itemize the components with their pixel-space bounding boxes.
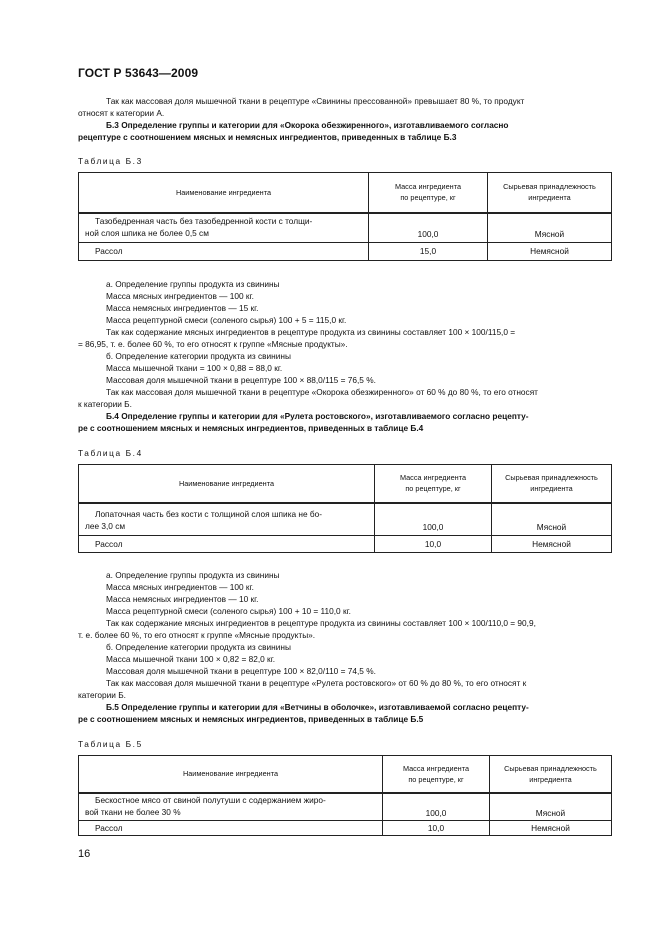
table-b3: [78, 172, 612, 261]
ingredient-name-l1: Рассол: [95, 539, 123, 549]
ingredient-category: Немясной: [488, 243, 612, 261]
table-row: [79, 243, 612, 261]
calc-line: Масса мышечной ткани 100 × 0,82 = 82,0 кг.: [106, 654, 276, 664]
ingredient-category: Немясной: [490, 821, 612, 836]
ingredient-name-l1: Лопаточная часть без кости с толщиной слоя шпика не бо-: [95, 509, 323, 519]
calc-line: а. Определение группы продукта из свинины: [106, 279, 280, 289]
col-header-cat-l1: Сырьевая принадлежность: [504, 763, 597, 773]
ingredient-name-l2: ной слоя шпика не более 0,5 см: [85, 228, 209, 238]
ingredient-name: [79, 536, 375, 553]
col-header-mass: [369, 173, 488, 213]
ingredient-name: [79, 821, 383, 836]
ingredient-name: [79, 213, 369, 243]
calc-line: Масса мясных ингредиентов — 100 кг.: [106, 582, 254, 592]
table-row: [79, 503, 612, 536]
table-row: [79, 821, 612, 836]
ingredient-name: [79, 793, 383, 821]
col-header-name: Наименование ингредиента: [79, 173, 369, 213]
table-row: [79, 536, 612, 553]
table-b4: [78, 464, 612, 553]
calc-line: б. Определение категории продукта из свинины: [106, 642, 291, 652]
col-header-mass-l2: по рецептуре, кг: [400, 193, 456, 203]
col-header-cat-l2: ингредиента: [530, 484, 573, 494]
calc-line: = 86,95, т. е. более 60 %, то его относят к группе «Мясные продукты».: [78, 339, 348, 349]
col-header-mass: [375, 465, 492, 503]
paragraph-line: относят к категории А.: [78, 108, 165, 118]
ingredient-mass: 100,0: [375, 503, 492, 536]
col-header-cat-l1: Сырьевая принадлежность: [505, 473, 598, 483]
calc-line: Так как массовая доля мышечной ткани в рецептуре «Рулета ростовского» от 60 % до 80 %, то его относят к: [106, 678, 527, 688]
section-heading-b4: Б.4 Определение группы и категории для «Рулета ростовского», изготавливаемого согласно рецепту-: [106, 411, 529, 421]
document-header: ГОСТ Р 53643—2009: [78, 66, 199, 80]
col-header-cat-l2: ингредиента: [529, 774, 572, 784]
ingredient-name-l1: Рассол: [95, 823, 123, 833]
page-number: 16: [78, 848, 91, 860]
section-heading-b5: Б.5 Определение группы и категории для «Ветчины в оболочке», изготавливаемой согласно рецепту-: [106, 702, 529, 712]
table-header-row: [79, 173, 612, 213]
ingredient-category: Мясной: [488, 213, 612, 243]
table-header-row: [79, 756, 612, 793]
ingredient-name: [79, 243, 369, 261]
col-header-category: [490, 756, 612, 793]
table-caption-b3: Таблица Б.3: [78, 156, 143, 166]
paragraph-line: Так как массовая доля мышечной ткани в рецептуре «Свинины прессованной» превышает 80 %, то продукт: [106, 96, 525, 106]
section-heading-b5-cont: ре с соотношением мясных и немясных ингредиентов, приведенных в таблице Б.5: [78, 714, 424, 724]
calc-line: Масса немясных ингредиентов — 10 кг.: [106, 594, 259, 604]
calc-line: т. е. более 60 %, то его относят к группе «Мясные продукты».: [78, 630, 316, 640]
col-header-name: Наименование ингредиента: [79, 465, 375, 503]
calc-line: Так как содержание мясных ингредиентов в рецептуре продукта из свинины составляет 100 × 100/115,0 =: [106, 327, 516, 337]
table-caption-b4: Таблица Б.4: [78, 448, 143, 458]
ingredient-name-l1: Тазобедренная часть без тазобедренной кости с толщи-: [95, 216, 313, 226]
calc-line: б. Определение категории продукта из свинины: [106, 351, 291, 361]
calc-line: Масса немясных ингредиентов — 15 кг.: [106, 303, 259, 313]
calc-line: Так как содержание мясных ингредиентов в рецептуре продукта из свинины составляет 100 × 100/110,0 = 90,9,: [106, 618, 536, 628]
calc-line: Масса рецептурной смеси (соленого сырья) 100 + 10 = 110,0 кг.: [106, 606, 351, 616]
col-header-category: [492, 465, 612, 503]
calc-line: Массовая доля мышечной ткани в рецептуре 100 × 82,0/110 = 74,5 %.: [106, 666, 376, 676]
col-header-category: [488, 173, 612, 213]
ingredient-name-l1: Рассол: [95, 246, 123, 256]
col-header-mass-l1: Масса ингредиента: [399, 473, 467, 483]
ingredient-mass: 100,0: [383, 793, 490, 821]
ingredient-name: [79, 503, 375, 536]
ingredient-name-l2: лее 3,0 см: [85, 521, 126, 531]
table-header-row: [79, 465, 612, 503]
calc-line: Массовая доля мышечной ткани в рецептуре 100 × 88,0/115 = 76,5 %.: [106, 375, 376, 385]
ingredient-category: Немясной: [492, 536, 612, 553]
section-heading-b3-cont: рецептуре с соотношением мясных и немясных ингредиентов, приведенных в таблице Б.3: [78, 132, 457, 142]
ingredient-mass: 10,0: [383, 821, 490, 836]
ingredient-mass: 10,0: [375, 536, 492, 553]
section-heading-b3: Б.3 Определение группы и категории для «Окорока обезжиренного», изготавливаемого согласно: [106, 120, 509, 130]
table-row: [79, 213, 612, 243]
table-caption-b5: Таблица Б.5: [78, 739, 143, 749]
col-header-cat-l1: Сырьевая принадлежность: [503, 182, 596, 192]
ingredient-name-l2: вой ткани не более 30 %: [85, 807, 181, 817]
calc-line: к категории Б.: [78, 399, 132, 409]
section-heading-b4-cont: ре с соотношением мясных и немясных ингредиентов, приведенных в таблице Б.4: [78, 423, 424, 433]
col-header-mass-l1: Масса ингредиента: [394, 182, 462, 192]
ingredient-mass: 15,0: [369, 243, 488, 261]
col-header-name: Наименование ингредиента: [79, 756, 383, 793]
calc-line: Масса мышечной ткани = 100 × 0,88 = 88,0 кг.: [106, 363, 283, 373]
col-header-mass: [383, 756, 490, 793]
calc-line: Так как массовая доля мышечной ткани в рецептуре «Окорока обезжиренного» от 60 % до 80 %, то его относят: [106, 387, 538, 397]
col-header-mass-l2: по рецептуре, кг: [408, 774, 464, 784]
table-row: [79, 793, 612, 821]
col-header-mass-l2: по рецептуре, кг: [405, 484, 461, 494]
ingredient-name-l1: Бескостное мясо от свиной полутуши с содержанием жиро-: [95, 795, 326, 805]
calc-line: Масса рецептурной смеси (соленого сырья) 100 + 5 = 115,0 кг.: [106, 315, 347, 325]
table-b5: [78, 755, 612, 836]
ingredient-category: Мясной: [492, 503, 612, 536]
col-header-mass-l1: Масса ингредиента: [402, 763, 470, 773]
ingredient-mass: 100,0: [369, 213, 488, 243]
calc-line: а. Определение группы продукта из свинины: [106, 570, 280, 580]
calc-line: Масса мясных ингредиентов — 100 кг.: [106, 291, 254, 301]
ingredient-category: Мясной: [490, 793, 612, 821]
calc-line: категории Б.: [78, 690, 126, 700]
col-header-cat-l2: ингредиента: [528, 193, 571, 203]
